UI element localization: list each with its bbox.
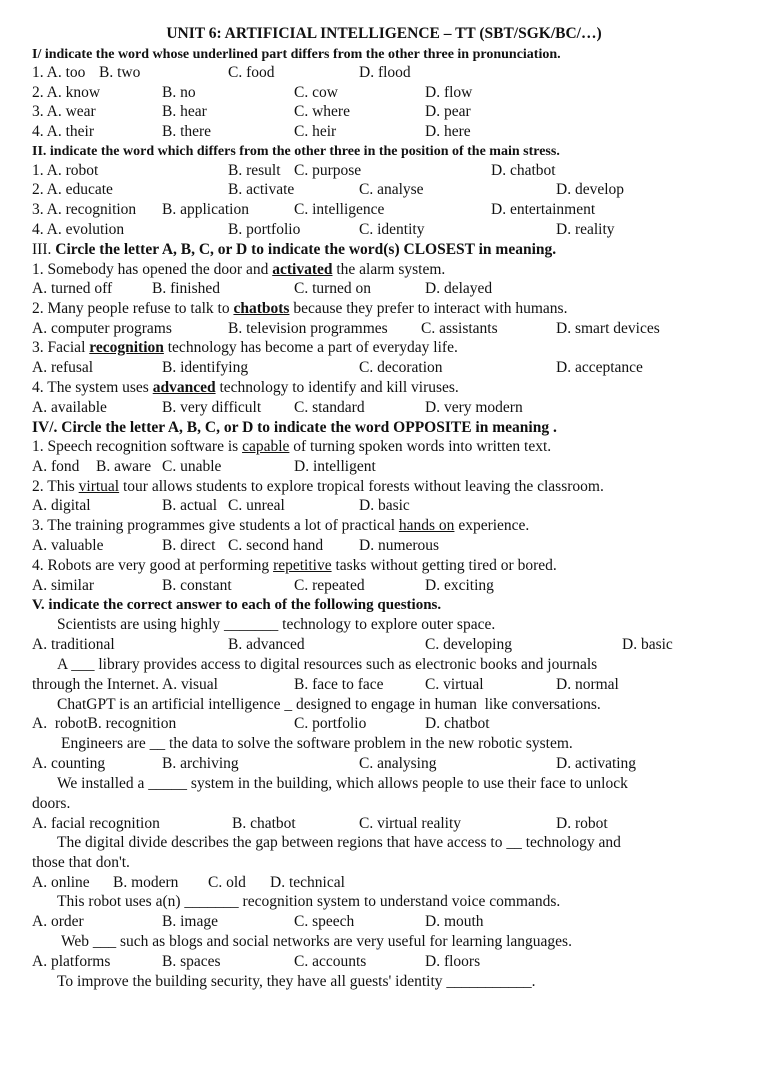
- stem-text: 2. Many people refuse to talk to: [32, 300, 234, 317]
- option-d: D. mouth: [425, 913, 484, 930]
- stem-text: of turning spoken words into written text.: [289, 438, 552, 455]
- option-c: C. cow: [294, 84, 338, 101]
- s1-question-3: [32, 102, 471, 122]
- option-b: B. archiving: [162, 755, 239, 772]
- option-c: C. turned on: [294, 280, 372, 297]
- s5-question-9-stem: To improve the building security, they have all guests' identity ___________.: [57, 973, 536, 990]
- s4-question-3-options: [32, 536, 440, 556]
- option-b: B. activate: [228, 181, 295, 198]
- option-a: 3. A. wear: [32, 103, 96, 120]
- option-c: C. old: [208, 874, 246, 891]
- option-d: D. pear: [425, 103, 471, 120]
- option-c: C. assistants: [421, 320, 498, 337]
- page-title: UNIT 6: ARTIFICIAL INTELLIGENCE – TT (SBT/SGK/BC/…): [166, 25, 602, 42]
- option-c: C. developing: [425, 636, 512, 653]
- option-c: C. accounts: [294, 953, 367, 970]
- stem-text: technology to identify and kill viruses.: [215, 379, 459, 396]
- section-2-heading: II. indicate the word which differs from the other three in the position of the main stress.: [32, 144, 560, 159]
- option-b: B. hear: [162, 103, 207, 120]
- option-a: A. fond: [32, 458, 80, 475]
- s5-question-7-stem: This robot uses a(n) _______ recognition system to understand voice commands.: [57, 893, 561, 910]
- option-d: D. technical: [270, 874, 345, 891]
- option-c: C. heir: [294, 123, 337, 140]
- s2-question-2: [32, 180, 625, 200]
- option-d: D. here: [425, 123, 471, 140]
- option-a: 2. A. know: [32, 84, 101, 101]
- option-a: A. available: [32, 399, 107, 416]
- option-d: D. normal: [556, 676, 619, 693]
- option-c: C. purpose: [294, 162, 362, 179]
- option-a: A. counting: [32, 755, 106, 772]
- stem-text: 3. Facial: [32, 339, 90, 356]
- option-b: B. very difficult: [162, 399, 262, 416]
- option-c: C. intelligence: [294, 201, 385, 218]
- option-a: 1. A. too: [32, 64, 86, 81]
- option-b: B. advanced: [228, 636, 305, 653]
- option-d: D. flow: [425, 84, 473, 101]
- stem-text: 1. Speech recognition software is: [32, 438, 243, 455]
- s5-question-5-stem: We installed a _____ system in the building, which allows people to use their face to unlock: [57, 775, 628, 792]
- stem-text: experience.: [454, 517, 530, 534]
- option-b: B. spaces: [162, 953, 221, 970]
- option-c: C. portfolio: [294, 715, 367, 732]
- option-b: B. image: [162, 913, 218, 930]
- section-3-heading: [32, 240, 556, 260]
- s2-question-3: [32, 200, 596, 220]
- option-b: B. identifying: [162, 359, 249, 376]
- option-d: D. delayed: [425, 280, 493, 297]
- s4-question-2-stem: [32, 477, 604, 497]
- s5-question-4-stem: Engineers are __ the data to solve the software problem in the new robotic system.: [61, 735, 573, 752]
- s4-question-1-options: [32, 457, 376, 477]
- option-c: C. repeated: [294, 577, 365, 594]
- option-a: 4. A. evolution: [32, 221, 125, 238]
- option-d: D. floors: [425, 953, 481, 970]
- option-b: B. constant: [162, 577, 232, 594]
- s3-question-4-stem: [32, 378, 459, 398]
- option-d: D. acceptance: [556, 359, 643, 376]
- option-b: B. result: [228, 162, 281, 179]
- key-word: virtual: [78, 478, 120, 495]
- option-a: A. traditional: [32, 636, 115, 653]
- option-c: C. speech: [294, 913, 355, 930]
- option-b: B. portfolio: [228, 221, 301, 238]
- option-d: D. flood: [359, 64, 411, 81]
- option-d: D. intelligent: [294, 458, 376, 475]
- option-b: B. actual: [162, 497, 218, 514]
- s5-question-1-options: [32, 635, 673, 655]
- option-c: C. unreal: [228, 497, 285, 514]
- option-b: B. chatbot: [232, 815, 296, 832]
- option-b: B. direct: [162, 537, 216, 554]
- s5-question-6-stem-cont: those that don't.: [32, 854, 130, 871]
- s5-question-6-stem: The digital divide describes the gap between regions that have access to __ technology and: [57, 834, 621, 851]
- s5-question-2-options: [32, 675, 619, 695]
- option-a: 1. A. robot: [32, 162, 99, 179]
- stem-text: 3. The training programmes give students a lot of practical: [32, 517, 399, 534]
- s5-question-8-stem: Web ___ such as blogs and social networks are very useful for learning languages.: [61, 933, 572, 950]
- option-b: B. aware: [96, 458, 152, 475]
- option-a: A. similar: [32, 577, 94, 594]
- option-c: C. food: [228, 64, 275, 81]
- option-c: C. analysing: [359, 755, 437, 772]
- s5-question-7-options: [32, 912, 484, 932]
- s4-question-1-stem: [32, 437, 551, 457]
- key-word: hands on: [398, 517, 455, 534]
- section-3-number: III.: [32, 241, 56, 258]
- s5-question-3-options: [32, 714, 490, 734]
- option-c: C. identity: [359, 221, 425, 238]
- option-b: B. finished: [152, 280, 221, 297]
- s2-question-4: [32, 220, 615, 240]
- option-a: A. valuable: [32, 537, 104, 554]
- s1-question-4: [32, 122, 471, 142]
- option-d: D. basic: [359, 497, 410, 514]
- option-a: 2. A. educate: [32, 181, 113, 198]
- option-d: D. numerous: [359, 537, 440, 554]
- section-5-heading: V. indicate the correct answer to each of the following questions.: [32, 597, 442, 613]
- option-d: D. chatbot: [425, 715, 490, 732]
- option-d: D. entertainment: [491, 201, 596, 218]
- option-c: C. where: [294, 103, 350, 120]
- option-d: D. develop: [556, 181, 625, 198]
- option-a: A. online: [32, 874, 90, 891]
- s3-question-1-stem: [32, 260, 445, 280]
- s5-question-1-stem: Scientists are using highly _______ technology to explore outer space.: [57, 616, 496, 633]
- option-d: D. robot: [556, 815, 608, 832]
- s1-question-1: [32, 63, 411, 83]
- option-a: A. computer programs: [32, 320, 172, 337]
- option-d: D. chatbot: [491, 162, 556, 179]
- stem-text: 2. This: [32, 478, 79, 495]
- option-b: B. there: [162, 123, 212, 140]
- option-c: C. standard: [294, 399, 365, 416]
- option-a: A. platforms: [32, 953, 111, 970]
- option-a-b: A. robotB. recognition: [32, 715, 177, 732]
- option-d: D. reality: [556, 221, 615, 238]
- section-1-heading: I/ indicate the word whose underlined part differs from the other three in pronunciation.: [32, 47, 561, 62]
- s1-question-2: [32, 83, 473, 103]
- stem-text: because they prefer to interact with humans.: [289, 300, 568, 317]
- s3-question-4-options: [32, 398, 523, 418]
- stem-text: 4. Robots are very good at performing: [32, 557, 274, 574]
- s5-question-8-options: [32, 952, 481, 972]
- key-word: capable: [242, 438, 290, 455]
- option-c: C. second hand: [228, 537, 324, 554]
- option-a: 3. A. recognition: [32, 201, 137, 218]
- key-word: activated: [272, 261, 333, 278]
- option-a: A. turned off: [32, 280, 113, 297]
- s4-question-2-options: [32, 496, 410, 516]
- option-c: C. decoration: [359, 359, 443, 376]
- s3-question-1-options: [32, 279, 493, 299]
- s5-question-5-options: [32, 814, 608, 834]
- option-a: A. facial recognition: [32, 815, 160, 832]
- option-c: C. analyse: [359, 181, 424, 198]
- stem-text: 4. The system uses: [32, 379, 153, 396]
- stem-with-option-a: through the Internet. A. visual: [32, 676, 218, 693]
- option-b: B. modern: [113, 874, 179, 891]
- s4-question-4-stem: [32, 556, 557, 576]
- option-c: C. unable: [162, 458, 222, 475]
- s5-question-2-stem: A ___ library provides access to digital resources such as electronic books and journals: [57, 656, 598, 673]
- option-a: A. digital: [32, 497, 91, 514]
- stem-text: tasks without getting tired or bored.: [331, 557, 557, 574]
- s5-question-3-stem: ChatGPT is an artificial intelligence _ designed to engage in human like conversations.: [57, 696, 601, 713]
- s3-question-3-stem: [32, 338, 458, 358]
- stem-text: technology has become a part of everyday life.: [163, 339, 458, 356]
- option-b: B. two: [99, 64, 141, 81]
- stem-text: tour allows students to explore tropical forests without leaving the classroom.: [119, 478, 604, 495]
- key-word: chatbots: [233, 300, 290, 317]
- stem-text: the alarm system.: [332, 261, 446, 278]
- stem-text: 1. Somebody has opened the door and: [32, 261, 273, 278]
- option-d: D. basic: [622, 636, 673, 653]
- s3-question-2-options: [32, 319, 660, 339]
- s5-question-5-stem-cont: doors.: [32, 795, 71, 812]
- option-a: 4. A. their: [32, 123, 94, 140]
- s5-question-6-options: [32, 873, 345, 893]
- option-d: D. very modern: [425, 399, 523, 416]
- option-b: B. application: [162, 201, 249, 218]
- option-a: A. order: [32, 913, 84, 930]
- section-4-heading: IV/. Circle the letter A, B, C, or D to indicate the word OPPOSITE in meaning .: [32, 419, 557, 436]
- s5-question-4-options: [32, 754, 637, 774]
- option-a: A. refusal: [32, 359, 94, 376]
- s2-question-1: [32, 161, 556, 181]
- option-d: D. smart devices: [556, 320, 660, 337]
- option-c: C. virtual reality: [359, 815, 462, 832]
- section-3-instruction: Circle the letter A, B, C, or D to indicate the word(s) CLOSEST in meaning.: [55, 241, 557, 258]
- option-b: B. no: [162, 84, 196, 101]
- option-d: D. activating: [556, 755, 637, 772]
- key-word: repetitive: [273, 557, 332, 574]
- option-b: B. face to face: [294, 676, 384, 693]
- option-c: C. virtual: [425, 676, 484, 693]
- option-d: D. exciting: [425, 577, 494, 594]
- s4-question-3-stem: [32, 516, 529, 536]
- key-word: recognition: [89, 339, 164, 356]
- s4-question-4-options: [32, 576, 494, 596]
- option-b: B. television programmes: [228, 320, 388, 337]
- s3-question-3-options: [32, 358, 643, 378]
- key-word: advanced: [152, 379, 216, 396]
- s3-question-2-stem: [32, 299, 567, 319]
